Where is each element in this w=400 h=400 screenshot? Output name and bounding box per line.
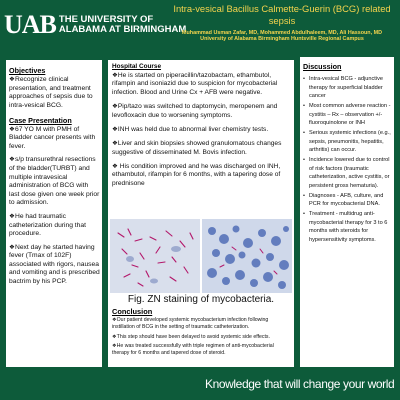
case-item: ❖s/p transurethral resections of the bladder(TURBT) and multiple intravesical administration of BCG with last dose given one week prior to admission. [9, 156, 100, 207]
conclusion-item: ❖He was treated successfully with triple regimen of anti-mycobacterial therapy for 6 months and tapered dose of steroid. [112, 343, 274, 356]
conclusion-section [112, 307, 292, 359]
uab-logo [4, 6, 186, 44]
author-names: Muhammad Usman Zafar, MD, Mohammed Abdulhaleem, MD, Ali Hassoun, MD [182, 29, 382, 36]
footer-tagline: Knowledge that will change your world [205, 377, 395, 391]
micrograph-image-2 [202, 219, 292, 293]
micrograph-image-1 [110, 219, 200, 293]
objectives-heading: Objectives [9, 66, 46, 75]
affiliation: University of Alabama Birmingham Huntsville Regional Campus [200, 35, 364, 42]
logo-line-2: ALABAMA AT BIRMINGHAM [58, 24, 187, 35]
right-column-panel [300, 57, 394, 367]
middle-column-panel [108, 60, 294, 367]
discussion-item: • Incidence lowered due to control of risk factors (traumatic catheterization, active cystitis, or persistent gross hematuria). [303, 156, 392, 191]
conclusion-item: ❖This step should have been delayed to avoid systemic side effects. [112, 333, 270, 340]
authors [168, 30, 396, 43]
objective-item: ❖Recognize clinical presentation, and treatment approaches of sepsis due to intra-vesical BCG. [9, 76, 93, 109]
logo-line-1: THE UNIVERSITY OF [58, 14, 154, 26]
case-item: ❖67 YO M with PMH of Bladder cancer presents with fever. [9, 125, 96, 150]
discussion-item: • Most common adverse reaction - cystitis – Rx – observation +/- fluoroquinolone or INH [303, 102, 392, 128]
course-item: ❖Liver and skin biopsies showed granulomatous changes suggestive of disseminated M. Bovis infection. [112, 140, 282, 156]
conclusion-heading: Conclusion [112, 307, 153, 316]
logo-mark: UAB [4, 10, 56, 39]
case-item: ❖He had traumatic catheterization during that procedure. [9, 212, 86, 238]
discussion-list [303, 75, 392, 244]
hospital-course-heading: Hospital Course [112, 63, 162, 70]
zn-stain-figure [110, 219, 292, 293]
left-column-panel [6, 60, 102, 367]
title-block [168, 3, 396, 42]
poster-title: Intra-vesical Bacillus Calmette-Guerin (BCG) related sepsis [173, 3, 391, 26]
course-item: ❖INH was held due to abnormal liver chemistry tests. [112, 125, 269, 133]
discussion-heading: Discussion [303, 62, 342, 71]
poster-header [0, 0, 400, 50]
course-item: ❖He is started on piperacillin/tazobactam, ethambutol, rifampin and isoniazid due to suspicion for mycobacterial infection. Blood and Urine Cx + AFB were negative. [112, 72, 278, 96]
discussion-item: • Treatment - multidrug anti-mycobacterial therapy for 3 to 6 months with steroids for hypersensitivity symptoms. [303, 210, 392, 245]
discussion-item: • Serious systemic infections (e.g., sepsis, pneumonitis, hepatitis, arthritis) can occur. [303, 129, 392, 155]
case-presentation-heading: Case Presentation [9, 115, 72, 125]
discussion-item: • Intra-vesical BCG - adjunctive therapy for superficial bladder cancer [303, 75, 392, 101]
course-item: ❖Pip/tazo was switched to daptomycin, meropenem and levofloxacin due to worsening symptoms. [112, 103, 278, 119]
case-item: ❖Next day he started having fever (Tmax of 102F) associated with rigors, nausea and vomiting and is prescribed bactrim by his PCP. [9, 243, 100, 285]
discussion-item: • Diagnoses - AFB, culture, and PCR for mycobacterial DNA. [303, 192, 392, 209]
conclusion-item: ❖Our patient developed systemic mycobacterium infection following instillation of BCG in the setting of traumatic catheterization. [112, 317, 269, 330]
course-item: ❖ His condition improved and he was discharged on INH, ethambutol, rifampin for 6 months, with a tapering dose of prednisone [112, 163, 281, 187]
figure-caption: Fig. ZN staining of mycobacteria. [127, 294, 275, 305]
